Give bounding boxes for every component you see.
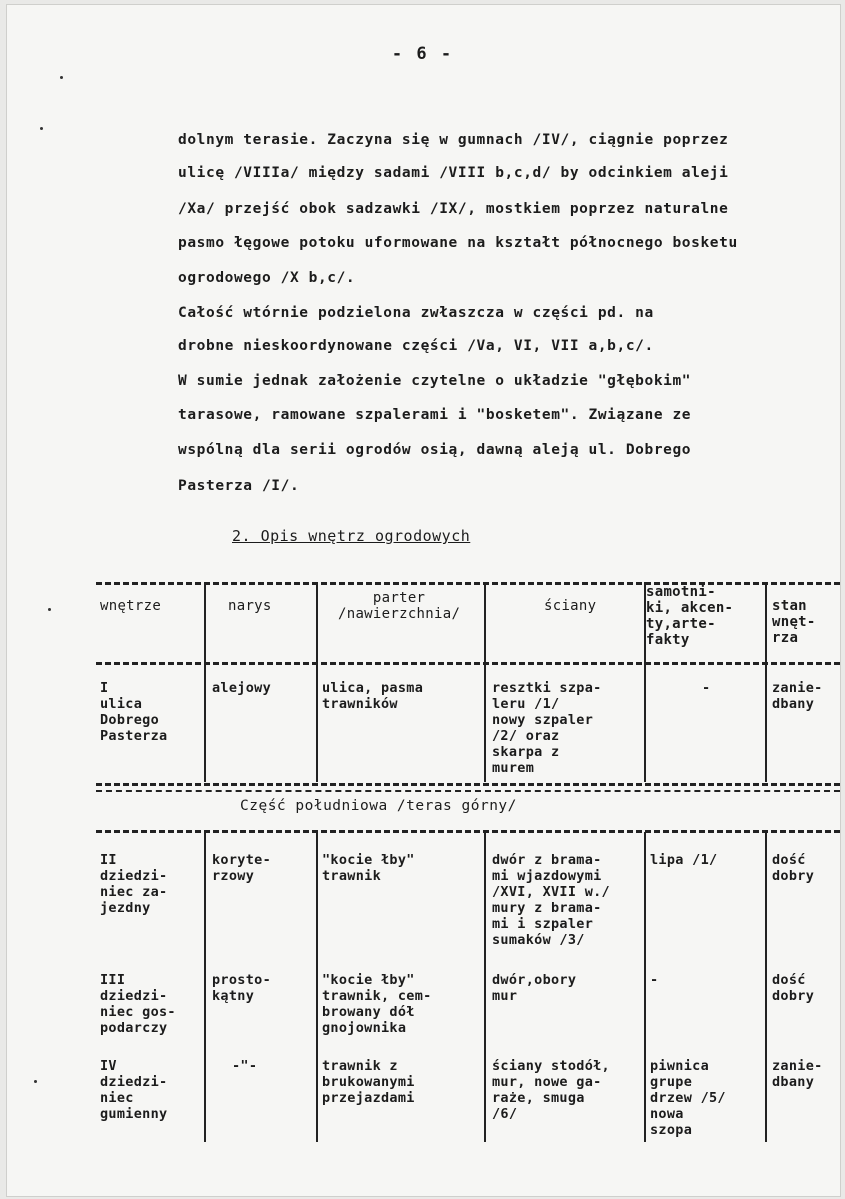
cell-accents: - [702,680,711,696]
section-heading: 2. Opis wnętrz ogrodowych [232,527,471,545]
column-divider [765,582,767,782]
cell-condition: zanie- dbany [772,680,823,712]
header-walls: ściany [544,598,597,614]
paragraph-line: /Xa/ przejść obok sadzawki /IX/, mostkiem poprzez naturalne [178,201,729,217]
cell-parterre: "kocie łby" trawnik [322,852,415,884]
column-divider [316,832,318,1142]
paragraph-line: ogrodowego /X b,c/. [178,270,356,286]
scan-speck [34,1080,37,1083]
cell-outline: koryte- rzowy [212,852,271,884]
scan-speck [60,76,63,79]
column-divider [204,582,206,782]
column-divider [204,832,206,1142]
paragraph-line: Pasterza /I/. [178,478,300,494]
paragraph-line: W sumie jednak założenie czytelne o układzie "głębokim" [178,373,692,389]
column-divider [644,832,646,1142]
paragraph-line: tarasowe, ramowane szpalerami i "bosketem". Związane ze [178,407,692,423]
header-interior: wnętrze [100,598,162,614]
scan-speck [48,608,51,611]
header-accents: samotni- ki, akcen- ty,arte- fakty [646,584,734,648]
column-divider [484,582,486,782]
table-rule [96,830,840,833]
cell-accents: - [650,972,659,988]
cell-outline: alejowy [212,680,271,696]
cell-interior: III dziedzi- niec gos- podarczy [100,972,176,1036]
cell-interior: I ulica Dobrego Pasterza [100,680,168,744]
column-divider [484,832,486,1142]
table-rule [96,662,840,665]
table-section-label: Część południowa /teras górny/ [240,798,517,814]
header-parterre: parter /nawierzchnia/ [338,590,461,622]
cell-interior: IV dziedzi- niec gumienny [100,1058,168,1122]
paragraph-line: wspólną dla serii ogrodów osią, dawną aleją ul. Dobrego [178,442,692,458]
paragraph-line: drobne nieskoordynowane części /Va, VI, VII a,b,c/. [178,338,654,354]
cell-condition: dość dobry [772,852,815,884]
cell-parterre: "kocie łby" trawnik, cem- browany dół gnojownika [322,972,432,1036]
table-rule [96,783,840,786]
cell-walls: dwór,obory mur [492,972,577,1004]
paragraph-line: ulicę /VIIIa/ między sadami /VIII b,c,d/ by odcinkiem aleji [178,165,729,181]
header-condition: stan wnęt- rza [772,598,816,646]
column-divider [765,832,767,1142]
page-number: - 6 - [391,44,454,64]
table-rule [96,790,840,792]
cell-walls: resztki szpa- leru /1/ nowy szpaler /2/ oraz skarpa z murem [492,680,602,776]
cell-condition: dość dobry [772,972,815,1004]
paragraph-line: Całość wtórnie podzielona zwłaszcza w części pd. na [178,305,654,321]
cell-condition: zanie- dbany [772,1058,823,1090]
cell-accents: lipa /1/ [650,852,718,868]
cell-parterre: ulica, pasma trawników [322,680,424,712]
cell-outline: prosto- kątny [212,972,271,1004]
cell-walls: ściany stodół, mur, nowe ga- raże, smuga /6/ [492,1058,610,1122]
scan-speck [40,127,43,130]
cell-accents: piwnica grupe drzew /5/ nowa szopa [650,1058,726,1138]
cell-interior: II dziedzi- niec za- jezdny [100,852,168,916]
cell-parterre: trawnik z brukowanymi przejazdami [322,1058,415,1106]
header-outline: narys [228,598,272,614]
cell-outline: -"- [232,1058,258,1074]
column-divider [316,582,318,782]
cell-walls: dwór z brama- mi wjazdowymi /XVI, XVII w./ mury z brama- mi i szpaler sumaków /3/ [492,852,610,948]
paragraph-line: pasmo łęgowe potoku uformowane na kształt północnego bosketu [178,235,738,251]
paragraph-line: dolnym terasie. Zaczyna się w gumnach /IV/, ciągnie poprzez [178,132,729,148]
